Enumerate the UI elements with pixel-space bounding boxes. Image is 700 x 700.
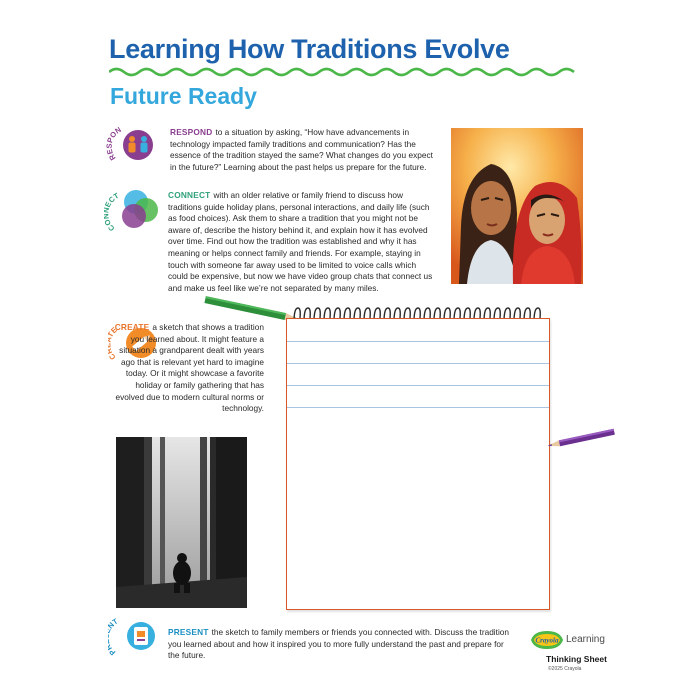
respond-text: to a situation by asking, “How have advancements in technology impacted family traditions and communication? Has the essence of the tradition stayed the same? What changes do you expect in the future?” Learning about the past helps us prepare for the future.	[170, 127, 433, 172]
respond-paragraph	[170, 127, 440, 173]
connect-text: with an older relative or family friend to discuss how traditions guide holiday plans, personal interactions, and daily life (such as food choices). Ask them to share a tradition that you might not be aware of, describe the history behind it, and explain how it has evolved over time. Find out how the tradition was established and why it has meaning or helps connect family and friends. For example, staying in touch with someone far away used to be limited to voice calls which could be expensive, but now we have video group chats that connect us and make us feel like we’re not separated by many miles.	[168, 190, 433, 293]
create-keyword: CREATE	[114, 322, 150, 332]
present-icon-label: P T	[108, 616, 120, 658]
present-icon	[108, 616, 160, 658]
page-subtitle: Future Ready	[110, 83, 257, 109]
create-text: a sketch that shows a tradition you learned about. It might feature a situation a grandparent dealt with years ago that is relevant yet hard to imagine today. Or it might showcase a favorite holiday or family gathering that has evolved due to modern cultural norms or technology.	[115, 322, 264, 414]
connect-icon	[104, 188, 164, 232]
sketch-notebook-page[interactable]	[286, 318, 550, 610]
present-keyword: PRESENT	[168, 627, 209, 637]
respond-icon-label: R PON	[106, 125, 123, 163]
thinking-sheet-label: Thinking Sheet	[546, 654, 607, 664]
create-icon-label: C E	[108, 325, 119, 362]
wave-divider	[109, 66, 577, 78]
connect-icon-label: C ECT	[104, 191, 121, 232]
crayola-logo	[530, 630, 564, 650]
respond-keyword: RESPOND	[170, 127, 213, 137]
learning-label: Learning	[566, 634, 605, 645]
present-text: the sketch to family members or friends you connected with. Discuss the tradition you learned about and how it inspired you to more fully understand the past and prepare for the future.	[168, 627, 510, 661]
copyright-label: ©2025 Crayola	[548, 666, 582, 672]
crayola-logo-text: Crayola	[535, 636, 559, 645]
connect-paragraph	[168, 190, 438, 294]
purple-pencil-icon	[545, 428, 615, 450]
portrait-painting-image	[451, 128, 583, 284]
create-paragraph	[112, 322, 264, 415]
present-paragraph	[168, 627, 510, 662]
respond-icon	[106, 124, 156, 164]
forest-sketch-image	[116, 437, 247, 608]
page-title: Learning How Traditions Evolve	[109, 34, 510, 64]
connect-keyword: CONNECT	[168, 190, 211, 200]
